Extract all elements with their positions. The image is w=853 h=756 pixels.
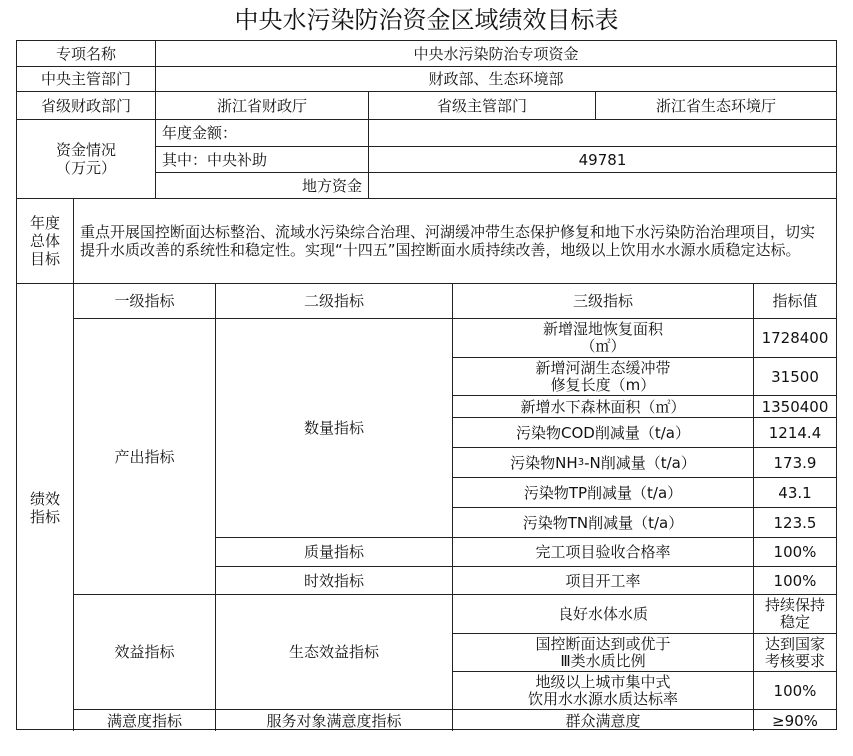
row-name: 污染物COD削减量（t/a）: [453, 418, 754, 448]
funding-label: 资金情况 （万元）: [17, 120, 156, 199]
row-name: 完工项目验收合格率: [453, 538, 754, 567]
prov-finance-value: 浙江省财政厅: [156, 92, 369, 120]
row-value: 1214.4: [754, 418, 836, 448]
quality-indicator: 质量指标: [216, 538, 453, 567]
head-level1: 一级指标: [74, 284, 216, 319]
output-indicator: 产出指标: [74, 319, 216, 595]
head-level3: 三级指标: [453, 284, 754, 319]
row-name: 污染物NH 3 -N削减量（t/a）: [453, 448, 754, 478]
prov-finance-label: 省级财政部门: [17, 92, 156, 120]
project-label: 专项名称: [17, 41, 156, 67]
prov-dept-label: 省级主管部门: [369, 92, 596, 120]
satisfaction-indicator: 满意度指标: [74, 710, 216, 731]
timeliness-indicator: 时效指标: [216, 567, 453, 595]
row-value: 100%: [754, 538, 836, 567]
central-dept-value: 财政部、生态环境部: [156, 67, 836, 92]
row-value: 100%: [754, 567, 836, 595]
prov-dept-value: 浙江省生态环境厅: [596, 92, 836, 120]
row-value: 123.5: [754, 508, 836, 538]
central-dept-label: 中央主管部门: [17, 67, 156, 92]
head-value: 指标值: [754, 284, 836, 319]
row-value: 持续保持 稳定: [754, 595, 836, 634]
annual-amount-value: [369, 120, 836, 147]
row-value: 1350400: [754, 396, 836, 418]
goal-label: 年度 总体 目标: [17, 199, 74, 284]
row-name: 污染物TP削减量（t/a）: [453, 478, 754, 508]
goal-text: 重点开展国控断面达标整治、流域水污染综合治理、河湖缓冲带生态保护修复和地下水污染防治治理项目，切实提升水质改善的系统性和稳定性。实现“十四五”国控断面水质持续改善，地级以上饮用水水源水质稳定达标。: [74, 199, 836, 284]
row-name-pre: 污染物NH: [510, 453, 578, 472]
row-name: 地级以上城市集中式 饮用水水源水质达标率: [453, 672, 754, 710]
performance-table: [16, 40, 837, 730]
row-name: 新增水下森林面积（㎡）: [453, 396, 754, 418]
row-name: 新增河湖生态缓冲带 修复长度（m）: [453, 358, 754, 396]
quantity-indicator: 数量指标: [216, 319, 453, 538]
annual-amount-label: 年度金额：: [156, 120, 369, 147]
row-name-post: -N削减量（t/a）: [584, 453, 696, 472]
local-funds-value: [369, 173, 836, 199]
row-name: 群众满意度: [453, 710, 754, 731]
service-satisfaction-indicator: 服务对象满意度指标: [216, 710, 453, 731]
row-value: 达到国家 考核要求: [754, 634, 836, 672]
row-value: 1728400: [754, 319, 836, 358]
row-value: 100%: [754, 672, 836, 710]
row-name: 国控断面达到或优于 Ⅲ类水质比例: [453, 634, 754, 672]
row-name: 良好水体水质: [453, 595, 754, 634]
eco-benefit-indicator: 生态效益指标: [216, 595, 453, 710]
central-subsidy-value: 49781: [369, 147, 836, 173]
head-level2: 二级指标: [216, 284, 453, 319]
row-value: 173.9: [754, 448, 836, 478]
indicators-label: 绩效 指标: [17, 284, 74, 731]
project-value: 中央水污染防治专项资金: [156, 41, 836, 67]
row-name: 污染物TN削减量（t/a）: [453, 508, 754, 538]
central-subsidy-label: 其中：中央补助: [156, 147, 369, 173]
row-value: 43.1: [754, 478, 836, 508]
row-value: ≥90%: [772, 711, 818, 730]
local-funds-label: 地方资金: [156, 173, 369, 199]
page-title: 中央水污染防治资金区域绩效目标表: [234, 6, 619, 34]
row-name: 新增湿地恢复面积 （㎡）: [453, 319, 754, 358]
benefit-indicator: 效益指标: [74, 595, 216, 710]
row-value: 31500: [754, 358, 836, 396]
row-name: 项目开工率: [453, 567, 754, 595]
